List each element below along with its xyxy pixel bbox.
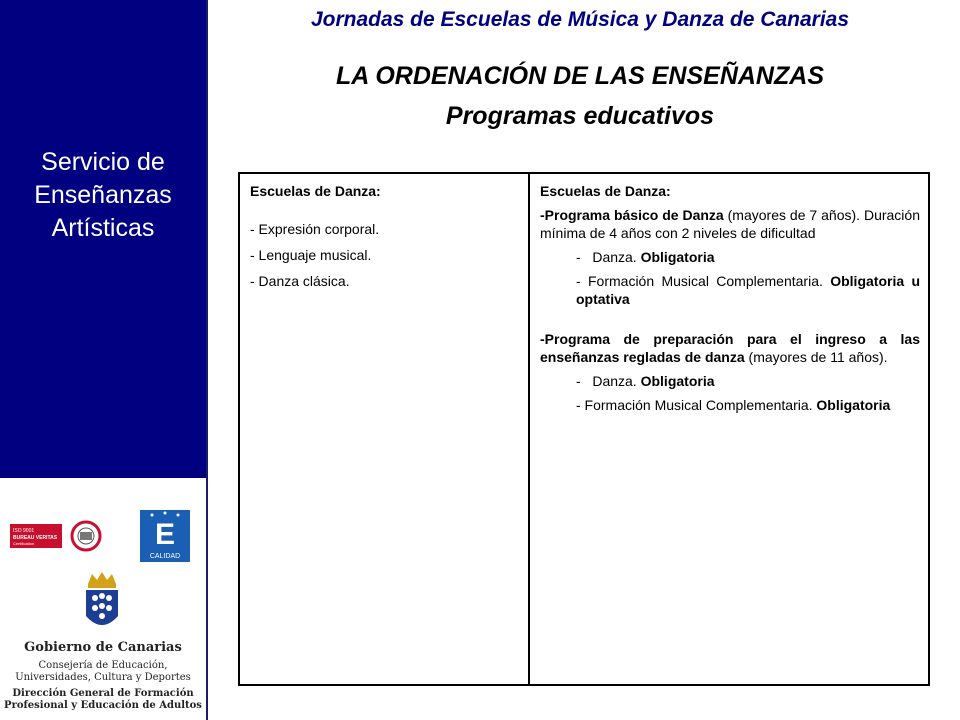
column-heading: Escuelas de Danza:: [250, 183, 381, 199]
subitem-prefix: - Formación Musical Complementaria.: [576, 397, 817, 413]
bv-label: BUREAU VERITAS: [13, 535, 58, 541]
dept-line: Universidades, Cultura y Deportes: [15, 672, 191, 683]
sidebar-title-line: Artísticas: [51, 214, 155, 242]
slide-title: LA ORDENACIÓN DE LAS ENSEÑANZAS: [336, 62, 824, 90]
subitem-prefix: - Danza.: [576, 249, 641, 265]
program-subitem: [540, 248, 920, 266]
iso-label: ISO 9001: [13, 528, 35, 534]
dir-line: Dirección General de Formación: [12, 688, 194, 699]
program-title: -Programa básico de Danza: [540, 207, 724, 223]
subitem-prefix: - Formación Musical Complementaria.: [576, 273, 831, 289]
program-subitem: [540, 272, 920, 308]
program-desc: (mayores de 11 años).: [744, 349, 888, 365]
program-basic: [540, 206, 920, 242]
subitem-status: Obligatoria u optativa: [576, 273, 921, 307]
bureau-veritas-iso-9001-logo: [10, 520, 110, 552]
slide-header: Jornadas de Escuelas de Música y Danza de Canarias: [310, 8, 850, 31]
program-title: -Programa de preparación para el ingreso a las enseñanzas regladas de danza: [540, 331, 920, 365]
gobierno-canarias-crest-icon: [80, 570, 124, 636]
program-subitem: [540, 372, 920, 390]
list-item: - Lenguaje musical.: [250, 247, 372, 263]
sidebar: [0, 0, 208, 720]
calidad-letter: E: [154, 518, 176, 551]
sidebar-title: [0, 146, 206, 245]
dir-line: Profesional y Educación de Adultos: [4, 700, 202, 711]
calidad-logo: [140, 510, 190, 562]
list-item: - Danza clásica.: [250, 273, 350, 289]
government-department: [0, 660, 206, 684]
program-preparation: [540, 330, 920, 366]
government-name: Gobierno de Canarias: [24, 640, 182, 655]
subitem-status: Obligatoria: [816, 397, 891, 413]
program-subitem: [540, 396, 920, 414]
cert-label: Certification: [13, 541, 35, 546]
sidebar-title-line: Servicio de: [41, 148, 165, 176]
sidebar-title-line: Enseñanzas: [34, 181, 172, 209]
subitem-prefix: - Danza.: [576, 373, 641, 389]
calidad-word: CALIDAD: [149, 553, 181, 560]
subitem-status: Obligatoria: [640, 249, 715, 265]
column-heading: Escuelas de Danza:: [540, 183, 671, 199]
table-column-left: [240, 174, 530, 684]
subitem-status: Obligatoria: [640, 373, 715, 389]
comparison-table: [238, 172, 930, 686]
list-item: - Expresión corporal.: [250, 221, 380, 237]
table-column-right: [530, 174, 928, 684]
dept-line: Consejería de Educación,: [38, 660, 168, 671]
government-directorate: [0, 688, 206, 712]
program-desc: (mayores de 7 años). Duración mínima de 4 años con 2 niveles de dificultad: [540, 207, 920, 241]
slide-subtitle: Programas educativos: [445, 102, 715, 130]
